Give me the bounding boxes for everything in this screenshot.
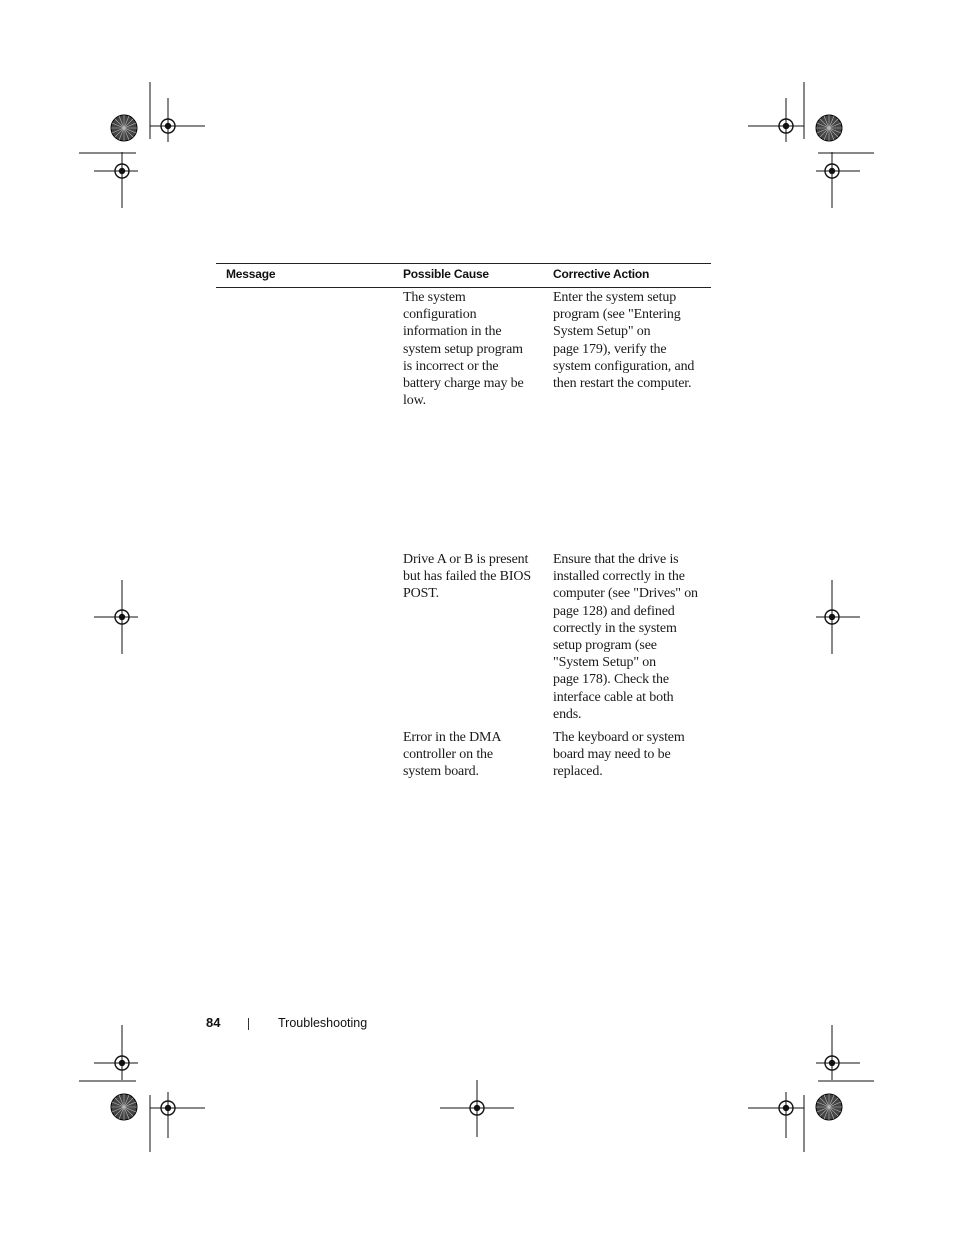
row-1-corrective-action: Enter the system setup program (see "Entering System Setup" on page 179), verify the system configuration, and then restart the computer. xyxy=(553,290,695,392)
page-number: 84 xyxy=(206,1015,221,1030)
header-corrective-action: Corrective Action xyxy=(553,267,650,281)
table-header-rule xyxy=(216,287,711,288)
header-message: Message xyxy=(226,267,276,281)
footer-section-title: Troubleshooting xyxy=(278,1016,368,1030)
header-possible-cause: Possible Cause xyxy=(403,267,489,281)
row-2-corrective-action: Ensure that the drive is installed correctly in the computer (see "Drives" on page 128) and defined correctly in the system setup program (see "System Setup" on page 178). Check the interface cable at both ends. xyxy=(553,552,698,722)
row-3-corrective-action: The keyboard or system board may need to be replaced. xyxy=(553,730,685,780)
row-1-possible-cause: The system configuration information in the system setup program is incorrect or the battery charge may be low. xyxy=(403,290,524,409)
footer-separator xyxy=(248,1018,249,1030)
row-2-possible-cause: Drive A or B is present but has failed the BIOS POST. xyxy=(403,552,531,602)
registration-starburst-icon xyxy=(111,115,137,141)
table-top-rule xyxy=(216,263,711,264)
row-3-possible-cause: Error in the DMA controller on the system board. xyxy=(403,730,502,780)
